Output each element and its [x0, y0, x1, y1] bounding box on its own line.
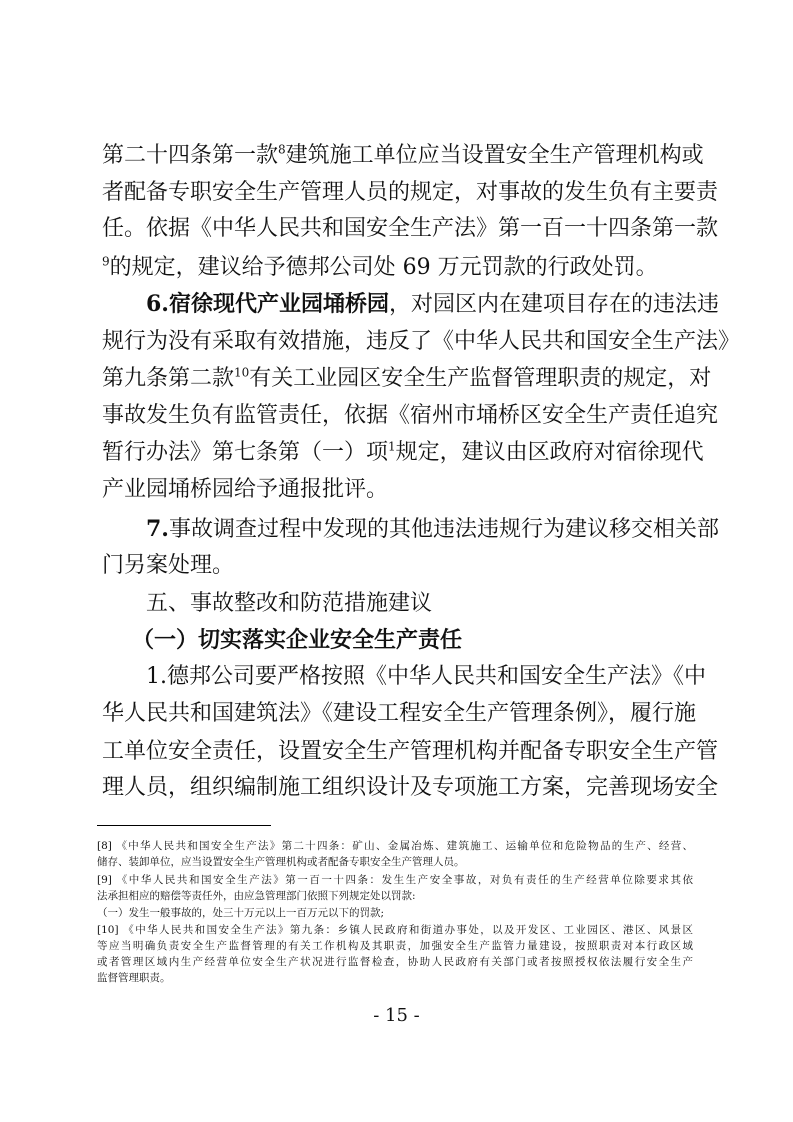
- body-line: 任。依据《中华人民共和国安全生产法》第一百一十四条第一款: [102, 216, 719, 241]
- text-span: 规定，建议由区政府对宿徐现代: [395, 440, 704, 465]
- section-heading: 五、事故整改和防范措施建议: [146, 591, 433, 616]
- item-number: 6.: [146, 291, 169, 317]
- footnote-line: （一）发生一般事故的，处三十万元以上一百万元以下的罚款;: [97, 907, 385, 919]
- footnote-ref: 9: [102, 254, 110, 269]
- footnote-line: 或者管理区域内生产经营单位安全生产状况进行监督检查，协助人民政府有关部门或者按照授权依法履行安全生产: [97, 956, 693, 968]
- body-line: 产业园埇桥园给予通报批评。: [102, 477, 389, 502]
- footnote-ref: 8: [278, 142, 286, 157]
- body-line: 规行为没有采取有效措施，违反了《中华人民共和国安全生产法》: [102, 329, 741, 354]
- body-line: 事故发生负有监管责任，依据《宿州市埇桥区安全生产责任追究: [102, 403, 719, 428]
- body-line: [102, 253, 658, 283]
- body-line: 者配备专职安全生产管理人员的规定，对事故的发生负有主要责: [102, 180, 719, 205]
- footnote-separator: [97, 825, 271, 826]
- text-span: ，对园区内在建项目存在的违法违: [388, 292, 719, 317]
- footnote-line: 法承担相应的赔偿等责任外，由应急管理部门依照下列规定处以罚款:: [97, 890, 416, 902]
- footnote-line: [10] 《中华人民共和国安全生产法》第九条：乡镇人民政府和街道办事处，以及开发区、工业园区、港区、风景区: [97, 924, 693, 936]
- text-span: 第九条第二款: [102, 366, 235, 391]
- footnote-line: 等应当明确负责安全生产监督管理的有关工作机构及其职责，加强安全生产监管力量建设，按照职责对本行政区域: [97, 940, 693, 952]
- text-span: 的规定，建议给予德邦公司处 69 万元罚款的行政处罚。: [109, 255, 658, 280]
- body-line: [146, 289, 719, 320]
- footnote-line: [8] 《中华人民共和国安全生产法》第二十四条：矿山、金属冶炼、建筑施工、运输单位和危险物品的生产、经营、: [97, 840, 693, 852]
- footnote-line: 监督管理职责。: [97, 972, 171, 984]
- text-span: 建筑施工单位应当设置安全生产管理机构或: [285, 143, 704, 168]
- text-span: 有关工业园区安全生产监督管理职责的规定，对: [249, 366, 712, 391]
- body-line: [146, 514, 719, 545]
- item-number: 7.: [146, 516, 169, 542]
- body-line: 门另案处理。: [102, 553, 235, 578]
- body-line: [102, 141, 704, 171]
- body-line: 理人员，组织编制施工组织设计及专项施工方案，完善现场安全: [102, 775, 719, 800]
- body-line: [102, 438, 704, 468]
- footnote-line: 储存、装卸单位，应当设置安全生产管理机构或者配备专职安全生产管理人员。: [97, 856, 465, 868]
- item-subject: 宿徐现代产业园埇桥园: [168, 291, 389, 317]
- body-line: [102, 364, 712, 394]
- body-line: 1.德邦公司要严格按照《中华人民共和国安全生产法》《中: [146, 664, 706, 689]
- footnote-line: [9] 《中华人民共和国安全生产法》第一百一十四条：发生生产安全事故，对负有责任的生产经营单位除要求其依: [97, 874, 693, 886]
- body-line: 华人民共和国建筑法》《建设工程安全生产管理条例》，履行施: [102, 701, 697, 726]
- text-span: 第二十四条第一款: [102, 143, 279, 168]
- text-span: 事故调查过程中发现的其他违法违规行为建议移交相关部: [168, 517, 719, 542]
- subsection-heading: （一）切实落实企业安全生产责任: [132, 627, 463, 653]
- footnote-ref: 10: [234, 365, 250, 380]
- page-number: - 15 -: [373, 1005, 420, 1026]
- footnote-ref: 1: [388, 439, 396, 454]
- text-span: 暂行办法》第七条第（一）项: [102, 440, 389, 465]
- body-line: 工单位安全责任，设置安全生产管理机构并配备专职安全生产管: [102, 739, 719, 764]
